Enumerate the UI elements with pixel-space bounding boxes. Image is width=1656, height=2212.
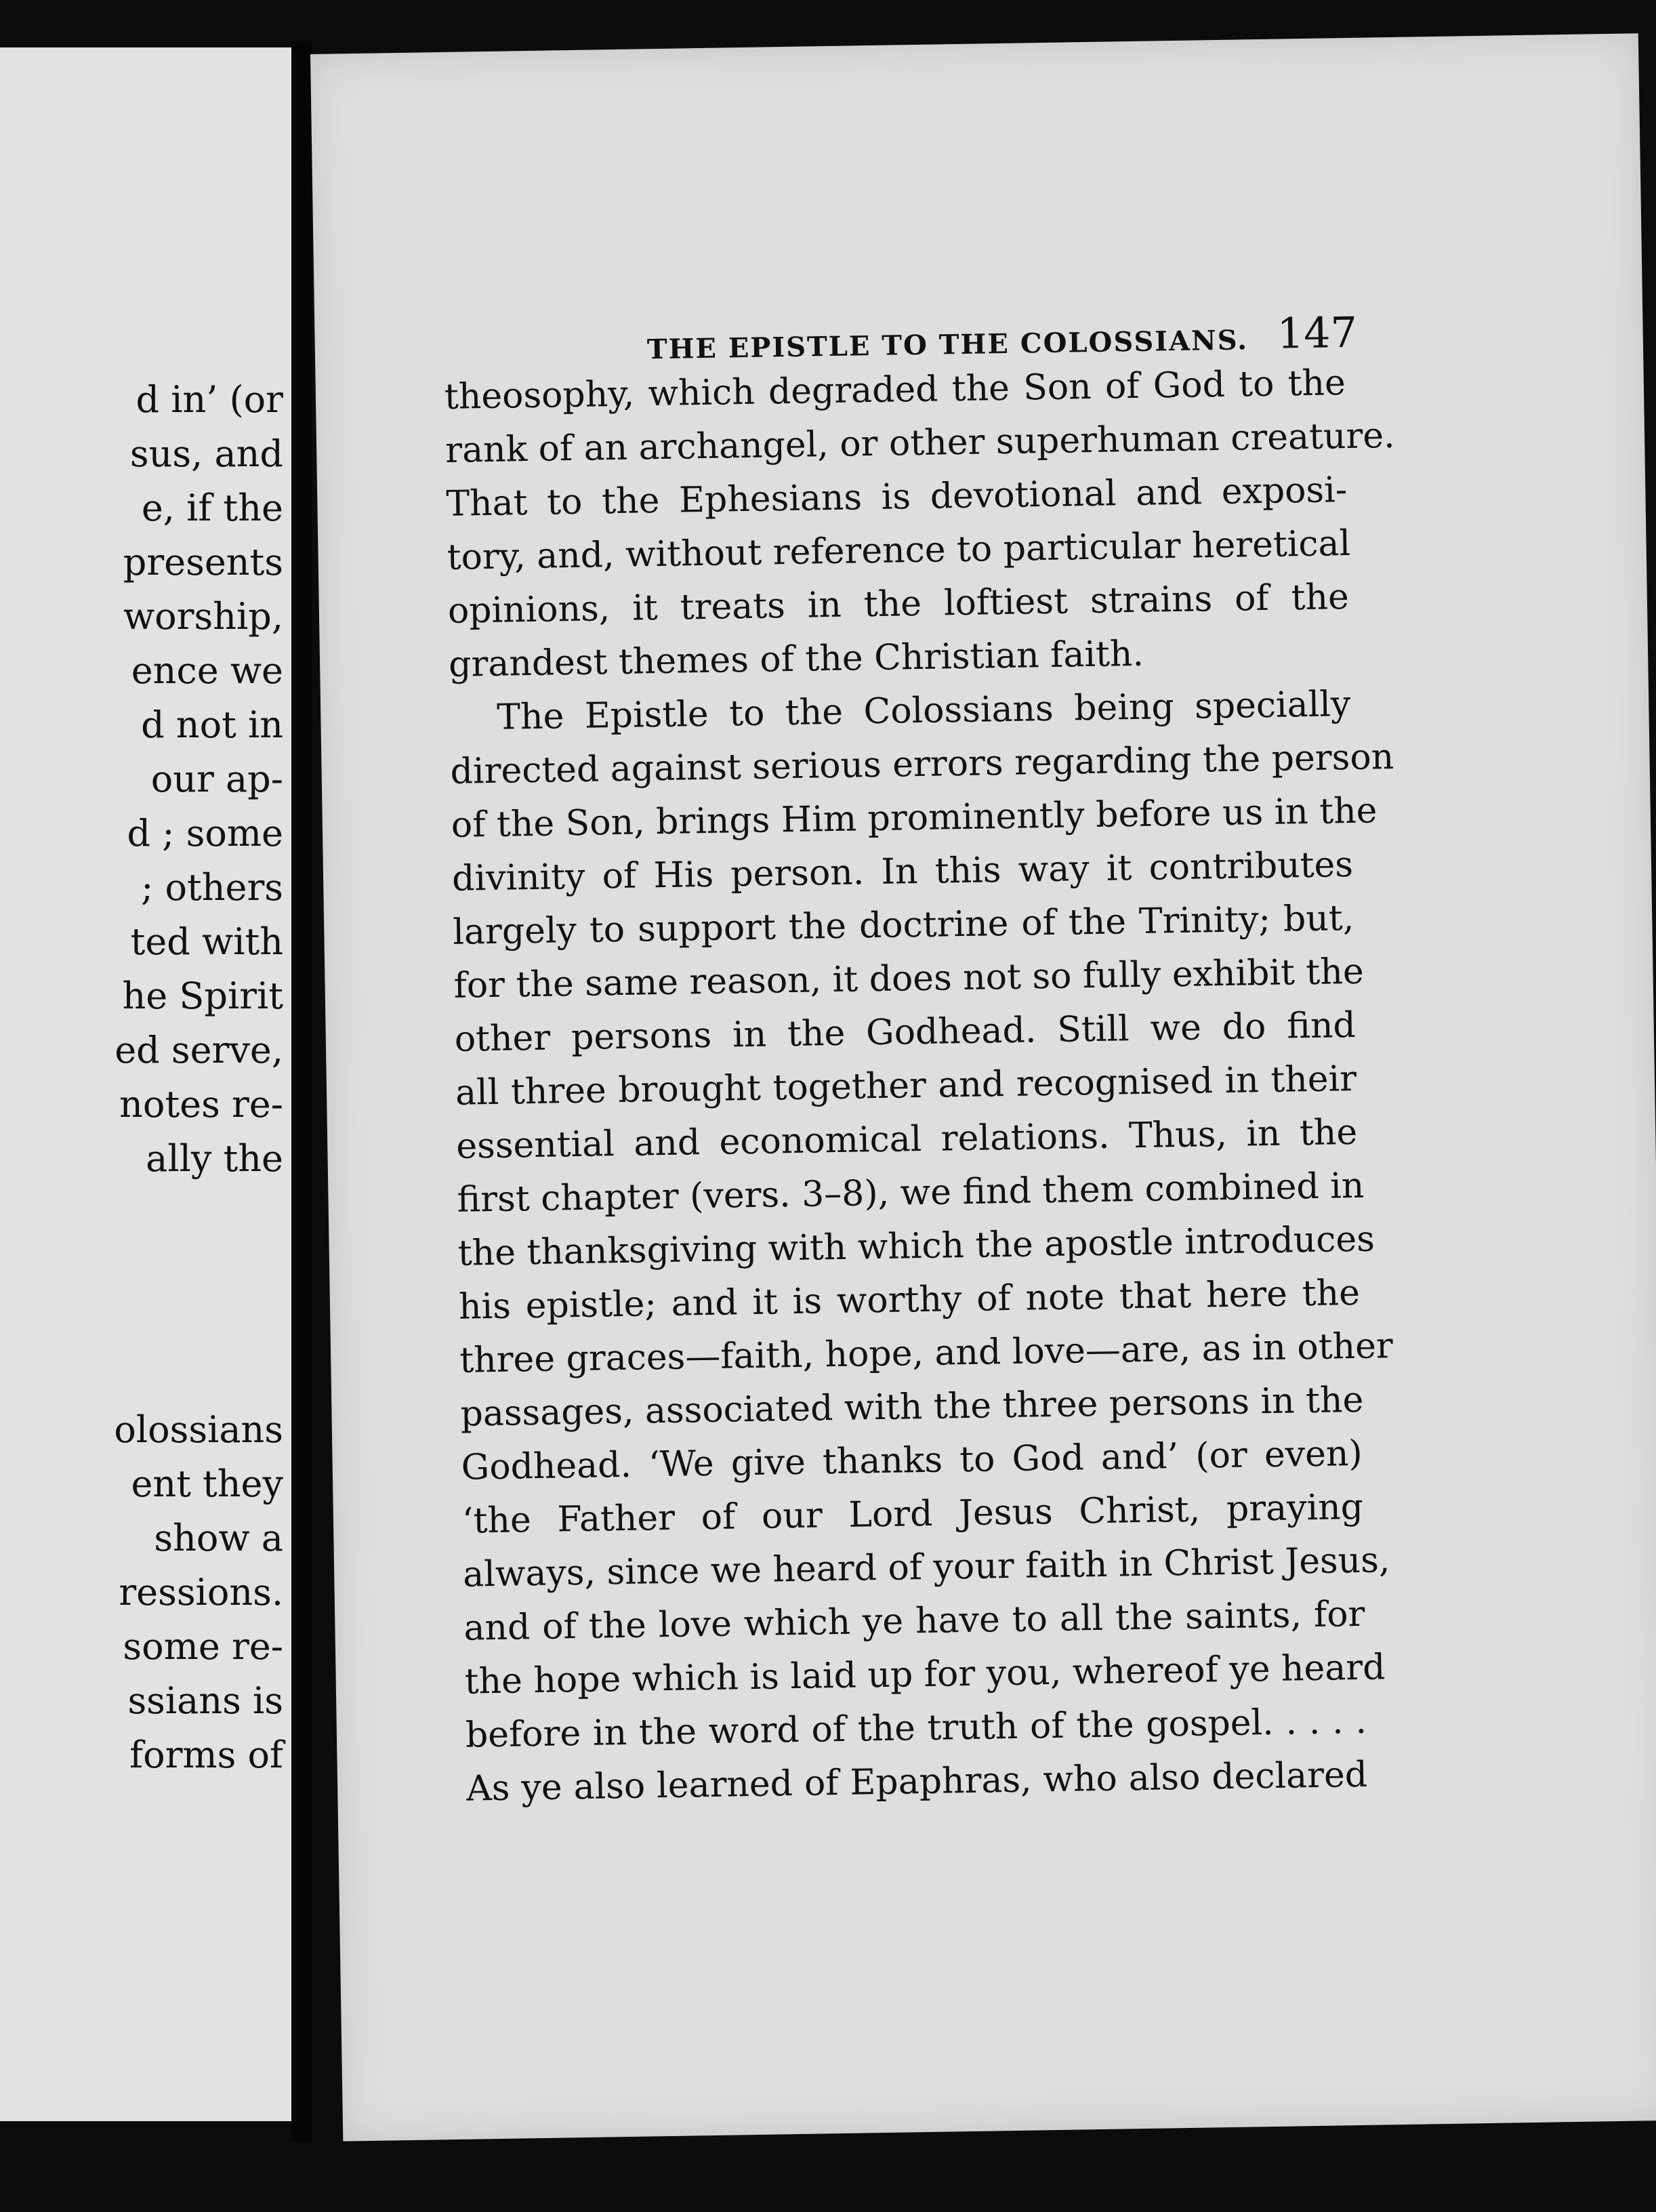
text-line: other persons in the Godhead. Still we do find	[454, 1004, 1357, 1060]
text-line: theosophy, which degraded the Son of God to the	[444, 363, 1346, 417]
left-page-line: ent they	[131, 1462, 283, 1505]
book-gutter	[291, 41, 312, 2142]
left-page-line: ssians is	[127, 1679, 283, 1722]
left-page-line: our ap-	[150, 758, 283, 800]
left-page-line: forms of	[129, 1734, 283, 1776]
left-page-line: ; others	[141, 866, 283, 909]
text-line: before in the word of the truth of the gospel. . . . .	[465, 1700, 1367, 1756]
text-line: and of the love which ye have to all the saints, for	[463, 1593, 1365, 1649]
running-head	[314, 298, 1642, 366]
page-number: 147	[1277, 307, 1358, 359]
left-page-line: some re-	[123, 1625, 283, 1668]
left-page-gap	[12, 1186, 283, 1403]
text-line: grandest themes of the Christian faith.	[448, 633, 1144, 685]
left-page-line: d not in	[141, 703, 283, 746]
left-page-line: presents	[123, 541, 283, 583]
text-line: his epistle; and it is worthy of note that here the	[458, 1272, 1361, 1328]
page-body-text	[444, 356, 1395, 1816]
left-page-line: ressions.	[119, 1571, 283, 1614]
left-page-line: d in’ (or	[136, 378, 283, 421]
left-page-line: d ; some	[127, 812, 283, 855]
text-line: the hope which is laid up for you, whereof ye heard	[464, 1647, 1386, 1702]
text-line: always, since we heard of your faith in Christ Jesus,	[462, 1540, 1390, 1595]
text-line: largely to support the doctrine of the Trinity; but,	[452, 897, 1354, 953]
left-page-fragment	[0, 47, 291, 2121]
left-page-line: show a	[154, 1517, 283, 1559]
text-line: rank of an archangel, or other superhuman creature.	[444, 415, 1395, 471]
running-title: THE EPISTLE TO THE COLOSSIANS.	[646, 324, 1249, 366]
text-line: for the same reason, it does not so fully exhibit the	[453, 951, 1365, 1006]
left-page-line: olossians	[114, 1408, 283, 1451]
text-line: the thanksgiving with which the apostle introduces	[457, 1218, 1375, 1274]
text-line: tory, and, without reference to particular heretical	[447, 523, 1351, 578]
left-page-line: worship,	[123, 595, 283, 638]
text-line: opinions, it treats in the loftiest strains of the	[447, 577, 1350, 632]
left-page-line: notes re-	[119, 1083, 283, 1126]
text-line: As ye also learned of Epaphras, who also declared	[465, 1754, 1368, 1809]
book-page-147	[310, 33, 1656, 2141]
text-line: directed against serious errors regarding the person	[450, 737, 1394, 792]
text-line: first chapter (vers. 3–8), we find them combined in	[457, 1165, 1365, 1221]
left-page-line: ed serve,	[115, 1029, 283, 1071]
left-page-line: ally the	[146, 1137, 283, 1180]
text-line: The Epistle to the Colossians being specially	[496, 684, 1351, 738]
text-line: of the Son, brings Him prominently before us in the	[451, 790, 1378, 846]
left-page-text	[12, 373, 283, 1782]
text-line: divinity of His person. In this way it contributes	[451, 844, 1354, 899]
text-line: ‘the Father of our Lord Jesus Christ, praying	[461, 1486, 1364, 1542]
left-page-line: e, if the	[141, 487, 283, 529]
left-page-line: he Spirit	[122, 975, 283, 1017]
text-line: Godhead. ‘We give thanks to God and’ (or even)	[461, 1433, 1363, 1488]
left-page-line: sus, and	[129, 432, 283, 475]
text-line: three graces—faith, hope, and love—are, as in other	[459, 1326, 1394, 1381]
text-line: That to the Ephesians is devotional and exposi-	[445, 470, 1348, 525]
left-page-line: ted with	[130, 920, 283, 963]
text-line: passages, associated with the three persons in the	[460, 1379, 1364, 1435]
text-line: essential and economical relations. Thus, in the	[455, 1111, 1358, 1167]
left-page-line: ence we	[131, 649, 283, 692]
text-line: all three brought together and recognised in their	[455, 1058, 1357, 1113]
